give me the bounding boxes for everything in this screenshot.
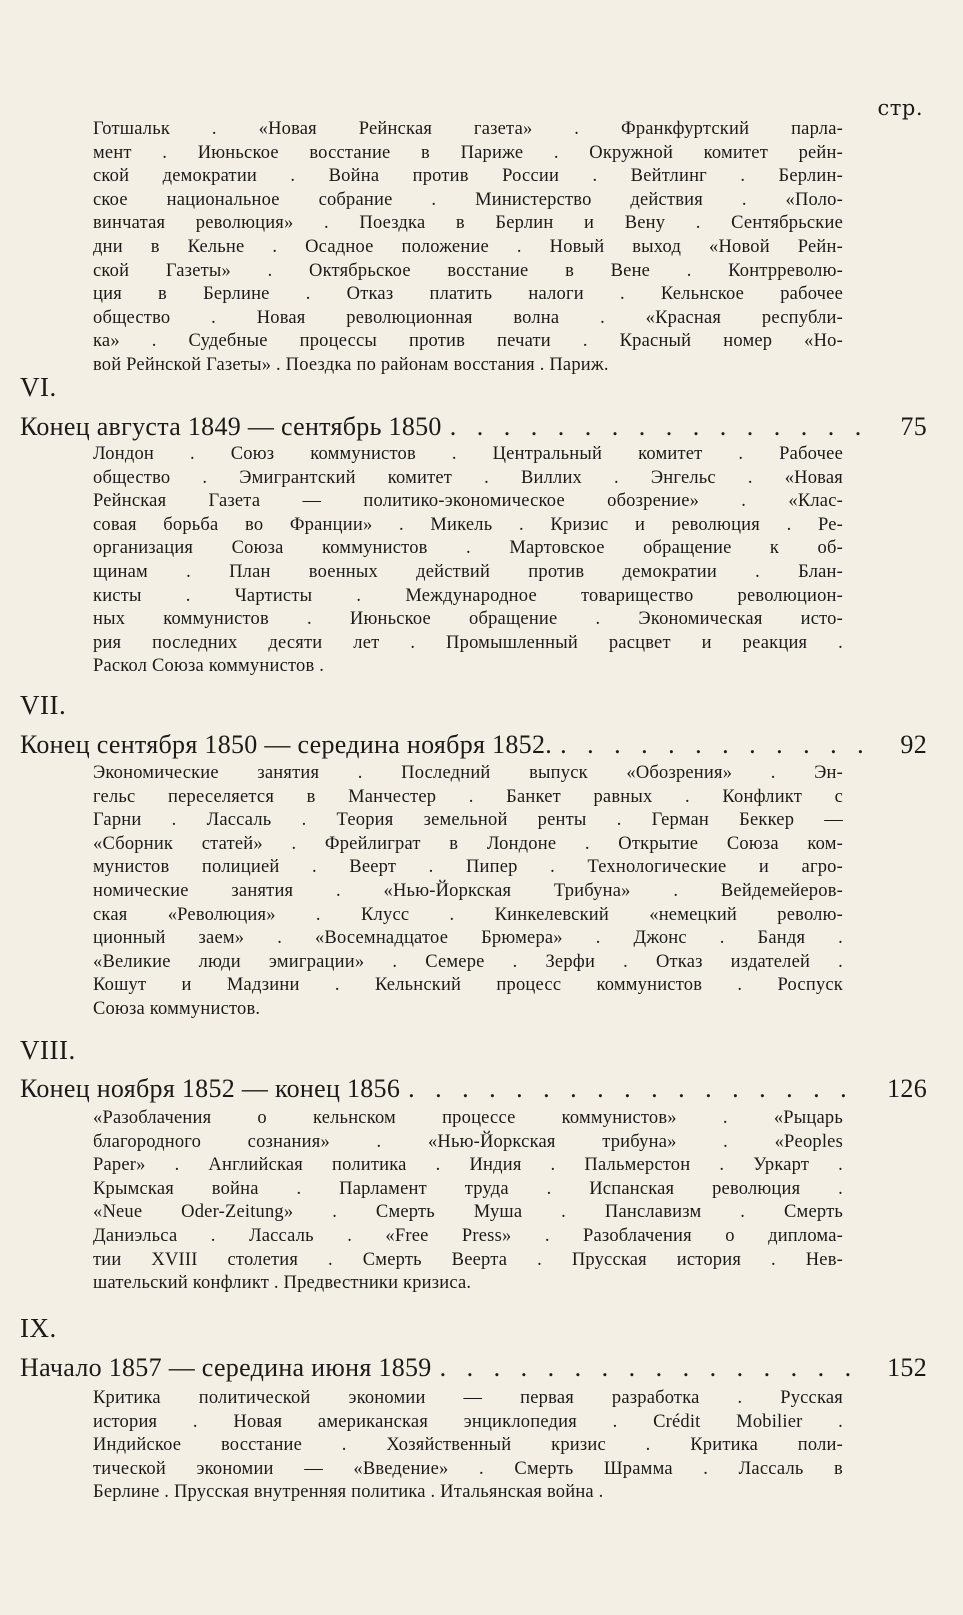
section-title: Конец августа 1849 — сентябрь 1850 xyxy=(20,412,442,441)
summary-line: шательский конфликт . Предвестники кризиса. xyxy=(93,1273,472,1294)
summary-line: ция в Берлине . Отказ платить налоги . Кельнское рабочее xyxy=(93,284,843,305)
summary-line: кисты . Чартисты . Международное товарищество революцион- xyxy=(93,585,843,606)
dot-leader xyxy=(440,1353,867,1383)
summary-line: история . Новая американская энциклопедия . Crédit Mobilier . xyxy=(93,1411,843,1432)
summary-line: Экономические занятия . Последний выпуск «Обозрения» . Эн- xyxy=(93,763,843,783)
summary-line: Готшальк . «Новая Рейнская газета» . Франкфуртский парла- xyxy=(93,119,843,139)
summary-line: Критика политической экономии — первая разработка . Русская xyxy=(93,1388,843,1408)
page-number: 92 xyxy=(900,730,927,759)
summary-line: совая борьба во Франции» . Микель . Кризис и революция . Ре- xyxy=(93,514,843,535)
toc-entry-heading xyxy=(20,412,927,442)
summary-line: винчатая революция» . Поездка в Берлин и Вену . Сентябрьские xyxy=(93,213,843,234)
toc-entry-heading xyxy=(20,1074,927,1104)
page-number: 152 xyxy=(887,1353,927,1382)
summary-line: дни в Кельне . Осадное положение . Новый выход «Новой Рейн- xyxy=(93,236,843,257)
summary-line: ской демократии . Война против России . Вейтлинг . Берлин- xyxy=(93,166,843,187)
summary-line: благородного сознания» . «Нью-Йоркская трибуна» . «Peoples xyxy=(93,1131,843,1152)
summary-line: «Разоблачения о кельнском процессе коммунистов» . «Рыцарь xyxy=(93,1108,843,1128)
summary-line: ных коммунистов . Июньское обращение . Экономическая исто- xyxy=(93,609,843,630)
summary-line: Рейнская Газета — политико-экономическое обозрение» . «Клас- xyxy=(93,491,843,512)
section-title: Начало 1857 — середина июня 1859 xyxy=(20,1353,432,1382)
page-number: 75 xyxy=(900,412,927,441)
page-number: 126 xyxy=(887,1074,927,1103)
summary-line: общество . Эмигрантский комитет . Виллих . Энгельс . «Новая xyxy=(93,467,843,488)
page-column-label: стр. xyxy=(877,96,923,120)
summary-line: Союза коммунистов. xyxy=(93,998,261,1019)
summary-line: ской Газеты» . Октябрьское восстание в Вене . Контрреволю- xyxy=(93,260,843,281)
summary-line: Даниэльса . Лассаль . «Free Press» . Разоблачения о диплома- xyxy=(93,1225,843,1246)
section-summary xyxy=(93,443,843,679)
summary-line: Берлине . Прусская внутренняя политика . Итальянская война . xyxy=(93,1482,604,1503)
summary-line: Индийское восстание . Хозяйственный кризис . Критика поли- xyxy=(93,1435,843,1456)
summary-line: ка» . Судебные процессы против печати . Красный номер «Но- xyxy=(93,331,843,352)
summary-line: гельс переселяется в Манчестер . Банкет равных . Конфликт с xyxy=(93,786,843,807)
section-numeral: IX. xyxy=(20,1313,57,1343)
summary-line: Кошут и Мадзини . Кельнский процесс коммунистов . Роспуск xyxy=(93,975,843,996)
dot-leader xyxy=(408,1074,867,1104)
toc-entry-heading xyxy=(20,730,927,760)
summary-line: организация Союза коммунистов . Мартовское обращение к об- xyxy=(93,538,843,559)
summary-line: тии XVIII столетия . Смерть Веерта . Прусская история . Нев- xyxy=(93,1249,843,1270)
summary-line: мунистов полицией . Веерт . Пипер . Технологические и агро- xyxy=(93,857,843,878)
summary-line: «Neue Oder-Zeitung» . Смерть Муша . Панславизм . Смерть xyxy=(93,1202,843,1223)
summary-line: тической экономии — «Введение» . Смерть Шрамма . Лассаль в xyxy=(93,1458,843,1479)
summary-line: Лондон . Союз коммунистов . Центральный комитет . Рабочее xyxy=(93,444,843,464)
summary-line: ская «Революция» . Клусс . Кинкелевский «немецкий револю- xyxy=(93,904,843,925)
summary-line: щинам . План военных действий против демократии . Блан- xyxy=(93,561,843,582)
section-summary xyxy=(93,1107,843,1296)
section-summary xyxy=(93,118,843,378)
summary-line: «Великие люди эмиграции» . Семере . Зерфи . Отказ издателей . xyxy=(93,951,843,972)
summary-line: Paper» . Английская политика . Индия . Пальмерстон . Уркарт . xyxy=(93,1155,843,1176)
toc-entry-heading xyxy=(20,1353,927,1383)
summary-line: Раскол Союза коммунистов . xyxy=(93,656,325,677)
summary-line: общество . Новая революционная волна . «Красная республи- xyxy=(93,307,843,328)
section-summary xyxy=(93,1387,843,1505)
section-numeral: VIII. xyxy=(20,1035,76,1065)
dot-leader xyxy=(450,412,867,442)
section-numeral: VI. xyxy=(20,372,57,402)
summary-line: Крымская война . Парламент труда . Испанская революция . xyxy=(93,1178,843,1199)
summary-line: мент . Июньское восстание в Париже . Окружной комитет рейн- xyxy=(93,142,843,163)
section-summary xyxy=(93,762,843,1022)
summary-line: вой Рейнской Газеты» . Поездка по районам восстания . Париж. xyxy=(93,354,609,375)
summary-line: Гарни . Лассаль . Теория земельной ренты . Герман Беккер — xyxy=(93,810,843,831)
section-numeral: VII. xyxy=(20,690,67,720)
dot-leader xyxy=(560,730,867,760)
summary-line: «Сборник статей» . Фрейлиграт в Лондоне . Открытие Союза ком- xyxy=(93,833,843,854)
summary-line: ционный заем» . «Восемнадцатое Брюмера» . Джонс . Бандя . xyxy=(93,928,843,949)
section-title: Конец сентября 1850 — середина ноября 1852. xyxy=(20,730,553,759)
summary-line: рия последних десяти лет . Промышленный расцвет и реакция . xyxy=(93,632,843,653)
summary-line: номические занятия . «Нью-Йоркская Трибуна» . Вейдемейеров- xyxy=(93,880,843,901)
summary-line: ское национальное собрание . Министерство действия . «Поло- xyxy=(93,189,843,210)
section-title: Конец ноября 1852 — конец 1856 xyxy=(20,1074,401,1103)
